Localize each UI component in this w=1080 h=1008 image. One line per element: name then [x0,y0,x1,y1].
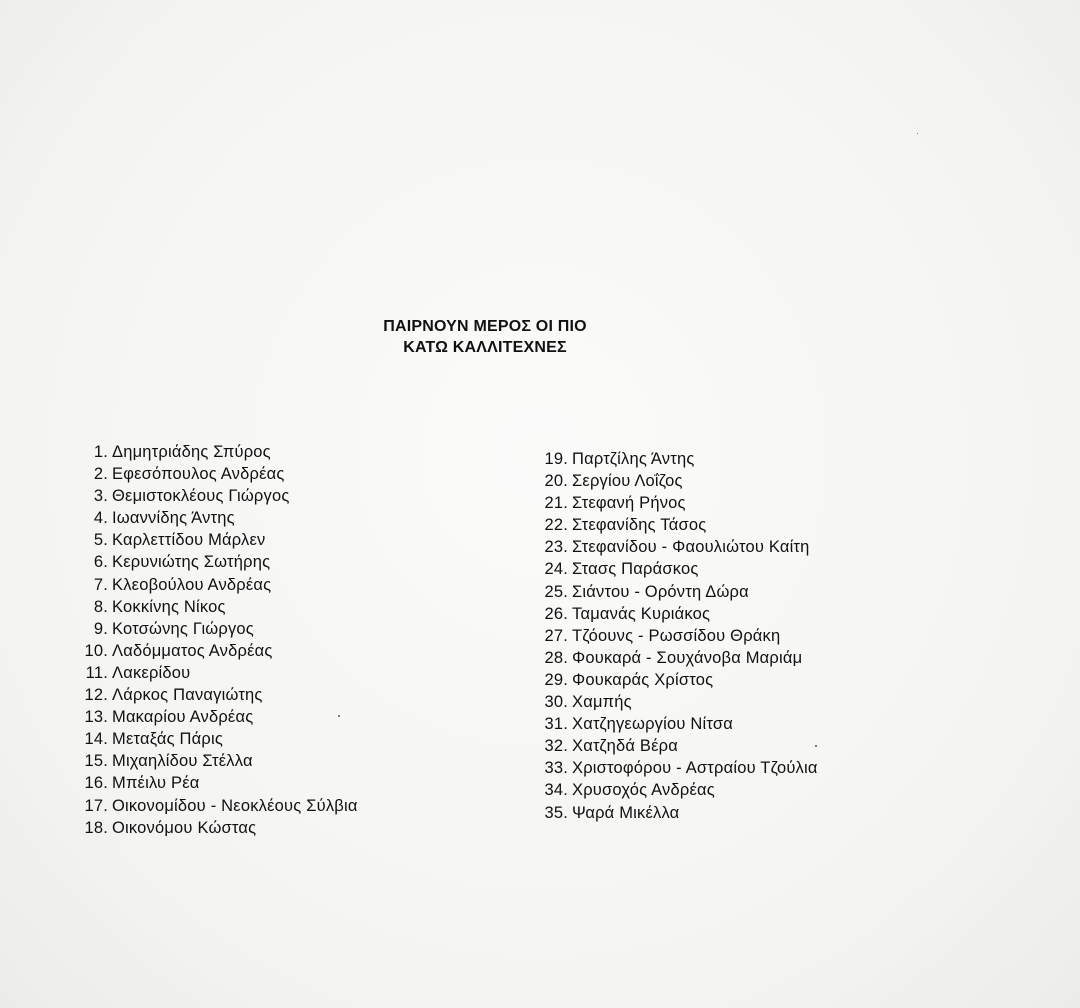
artist-number: 13. [84,708,108,727]
artist-number: 32. [544,737,568,756]
artist-list-item [78,772,358,794]
artist-number: 15. [84,752,108,771]
artist-number: 26. [544,604,568,623]
artist-number: 16. [84,774,108,793]
artist-list-item [78,507,358,529]
artist-list-item [538,448,818,470]
artist-number: 8. [93,597,108,616]
print-speck [815,745,817,747]
artist-name: Χαμπής [572,693,632,712]
artist-number: 11. [85,663,108,682]
artist-number: 1. [93,443,108,461]
artist-name: Οικονομίδου - Νεοκλέους Σύλβια [112,796,358,815]
artist-name: Χριστοφόρου - Αστραίου Τζούλια [572,759,818,778]
artist-list-item [78,795,358,817]
artist-list-right [538,448,818,824]
artist-number: 33. [544,759,568,778]
artist-name: Σεργίου Λοΐζος [572,472,683,491]
artist-name: Μπέιλυ Ρέα [112,774,200,793]
artist-list-item [538,669,818,691]
artist-name: Κερυνιώτης Σωτήρης [112,553,271,572]
artist-number: 20. [544,472,568,491]
artist-list-item [538,779,818,801]
artist-name: Τζόουνς - Ρωσσίδου Θράκη [572,626,781,645]
artist-number: 6. [93,553,108,572]
artist-list-item [538,802,818,824]
artist-name: Λαδόμματος Ανδρέας [112,641,273,660]
artist-number: 34. [544,781,568,800]
print-speck [917,133,918,134]
print-speck [338,715,340,717]
heading-line-1: ΠΑΙΡΝΟΥΝ ΜΕΡΟΣ ΟΙ ΠΙΟ [383,318,587,335]
artist-number: 19. [544,450,568,468]
artist-name: Στασς Παράσκος [572,560,699,579]
page-heading [0,316,970,358]
artist-name: Χατζηδά Βέρα [572,737,678,756]
artist-number: 17. [84,796,108,815]
artist-list-item [538,558,818,580]
artist-number: 35. [544,803,568,822]
artist-number: 7. [93,575,108,594]
artist-list-item [538,536,818,558]
artist-name: Ιωαννίδης Άντης [112,509,235,528]
artist-list-item [538,625,818,647]
artist-name: Εφεσόπουλος Ανδρέας [112,465,285,484]
artist-name: Μεταξάς Πάρις [112,730,224,749]
artist-name: Χρυσοχός Ανδρέας [572,781,715,800]
artist-name: Κοτσώνης Γιώργος [112,619,254,638]
artist-name: Κλεοβούλου Ανδρέας [112,575,272,594]
artist-list-item [78,640,358,662]
artist-list-item [78,662,358,684]
artist-list-item [78,551,358,573]
artist-list-item [538,492,818,514]
artist-name: Στεφανίδου - Φαουλιώτου Καίτη [572,538,810,557]
artist-number: 25. [544,582,568,601]
heading-line-2: ΚΑΤΩ ΚΑΛΛΙΤΕΧΝΕΣ [403,339,567,356]
artist-list-item [78,485,358,507]
artist-number: 27. [544,626,568,645]
artist-list-item [78,728,358,750]
artist-number: 21. [544,494,568,513]
artist-number: 30. [544,693,568,712]
artist-name: Λακερίδου [112,663,191,682]
artist-number: 14. [84,730,108,749]
artist-list-item [538,757,818,779]
artist-number: 5. [93,531,108,550]
artist-list-item [538,691,818,713]
artist-name: Λάρκος Παναγιώτης [112,686,263,705]
artist-number: 2. [93,465,108,484]
artist-number: 29. [544,670,568,689]
artist-number: 10. [84,641,108,660]
artist-number: 9. [93,619,108,638]
artist-list-item [78,463,358,485]
artist-name: Μιχαηλίδου Στέλλα [112,752,253,771]
artist-list-item [78,441,358,463]
artist-name: Παρτζίλης Άντης [572,450,695,468]
artist-name: Μακαρίου Ανδρέας [112,708,254,727]
artist-number: 18. [84,818,108,837]
artist-number: 24. [544,560,568,579]
artist-number: 3. [93,487,108,506]
artist-name: Στεφανίδης Τάσος [572,516,707,535]
artist-name: Στεφανή Ρήνος [572,494,686,513]
artist-list-item [78,817,358,839]
artist-number: 31. [544,715,568,734]
artist-list-item [78,596,358,618]
artist-list-item [538,603,818,625]
artist-number: 22. [544,516,568,535]
artist-list-item [538,470,818,492]
artist-list-item [538,713,818,735]
artist-name: Κοκκίνης Νίκος [112,597,226,616]
artist-number: 28. [544,648,568,667]
artist-number: 12. [84,686,108,705]
artist-name: Καρλεττίδου Μάρλεν [112,531,266,550]
artist-list-item [78,750,358,772]
artist-list-item [538,647,818,669]
artist-list-item [538,581,818,603]
artist-name: Ψαρά Μικέλλα [572,803,680,822]
artist-name: Δημητριάδης Σπύρος [112,443,271,461]
artist-name: Φουκαράς Χρίστος [572,670,714,689]
artist-number: 4. [93,509,108,528]
artist-list-item [78,574,358,596]
artist-number: 23. [544,538,568,557]
artist-list-left [78,441,358,839]
artist-name: Ταμανάς Κυριάκος [572,604,711,623]
artist-list-item [538,514,818,536]
artist-list-item [78,618,358,640]
artist-name: Χατζηγεωργίου Νίτσα [572,715,733,734]
artist-name: Οικονόμου Κώστας [112,818,257,837]
artist-list-item [538,735,818,757]
artist-list-item [78,706,358,728]
artist-name: Σιάντου - Ορόντη Δώρα [572,582,749,601]
artist-list-item [78,529,358,551]
artist-name: Φουκαρά - Σουχάνοβα Μαριάμ [572,648,803,667]
artist-list-item [78,684,358,706]
artist-name: Θεμιστοκλέους Γιώργος [112,487,290,506]
